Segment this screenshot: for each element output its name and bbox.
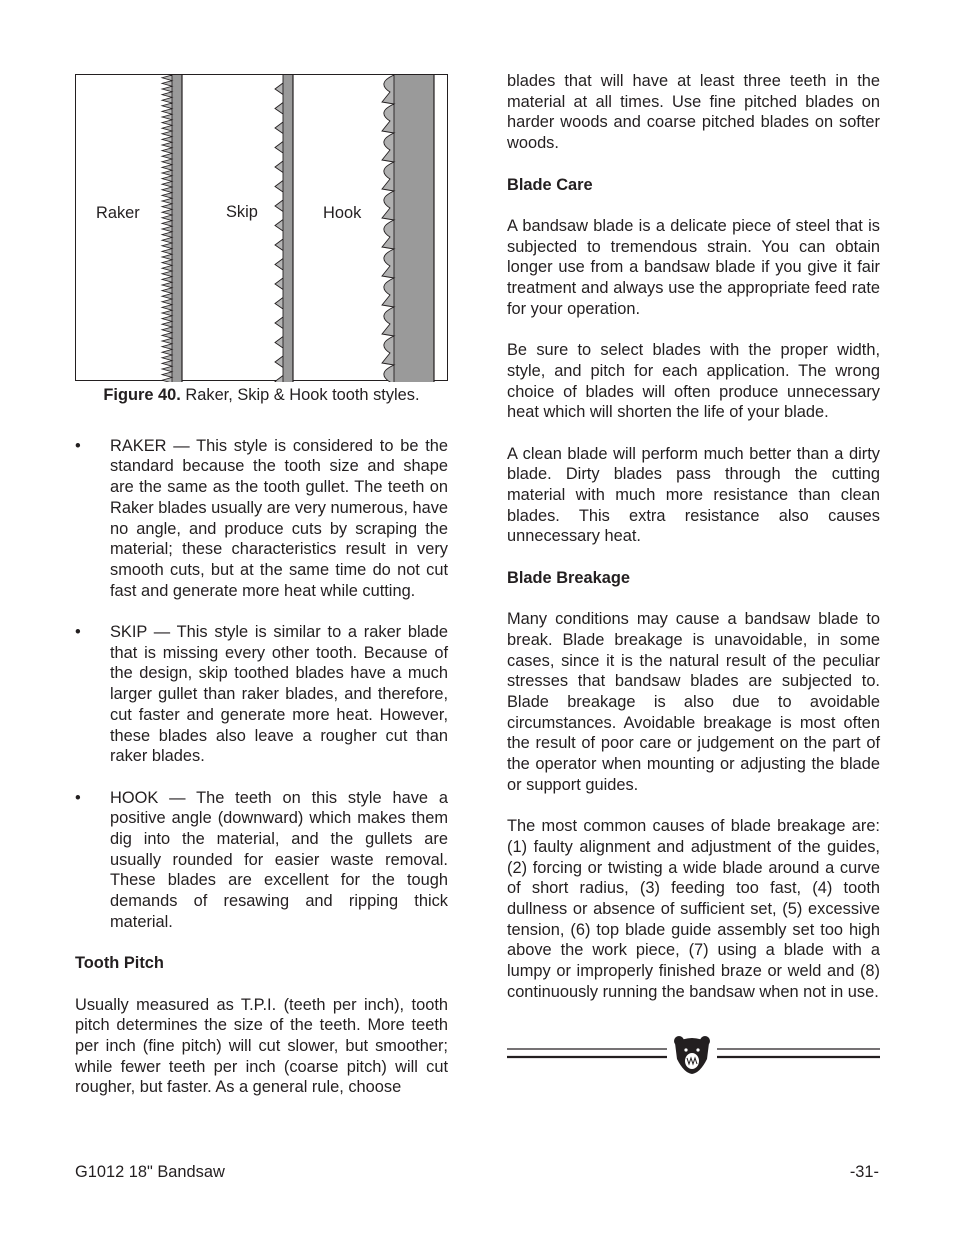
blade-breakage-paragraph-2: The most common causes of blade breakage are: (1) faulty alignment and adjustment of the guides, (2) forcing or twisting a wide blade around a curve of short radius, (3) feeding too fast, (4) tooth dullness or absence of sufficient set, (5) excessive tension, (6) top blade guide assembly set too high above the work piece, (7) using a blade with a lumpy or improperly finished braze or weld and (8) continuously running the bandsaw when not in use. bbox=[507, 817, 880, 1001]
bear-divider bbox=[507, 1033, 880, 1075]
tooth-pitch-text: Usually measured as T.P.I. (teeth per inch), tooth pitch determines the size of the teeth. More teeth per inch (fine pitch) will cut slower, but smoother; while fewer teeth per inch (coarse pitch) will cut rougher, but faster. As a general rule, choose bbox=[75, 995, 448, 1097]
raker-label: Raker bbox=[96, 204, 140, 222]
raker-blade-body bbox=[172, 75, 182, 382]
tooth-style-list bbox=[75, 436, 448, 933]
bear-logo-icon bbox=[674, 1036, 710, 1074]
tooth-pitch-continued-text: blades that will have at least three teeth in the material at all times. Use fine pitched blades on harder woods and coarse pitched blades on softer woods. bbox=[507, 72, 880, 153]
hook-label: Hook bbox=[323, 204, 362, 222]
figure-caption-number: Figure 40. bbox=[103, 386, 181, 404]
raker-bullet: • RAKER — This style is considered to be the standard because the tooth size and shape are the same as the tooth gullet. The teeth on Raker blades usually are very numerous, have no angle, and produce cuts by scraping the material; these characteristics result in very smooth cuts, but at the same time do not cut fast and generate more heat while cutting. bbox=[75, 436, 448, 602]
blade-breakage-paragraph-1: Many conditions may cause a bandsaw blade to break. Blade breakage is unavoidable, in some cases, since it is the natural result of the peculiar stresses that bandsaw blades are subjected to. Blade breakage is also due to avoidable circumstances. Avoidable breakage is most often the result of poor care or judgement on the part of the operator when mounting or adjusting the blade or support guides. bbox=[507, 610, 880, 794]
tooth-pitch-paragraph bbox=[75, 995, 448, 1099]
right-column bbox=[507, 71, 880, 1023]
blade-care-paragraph-1: A bandsaw blade is a delicate piece of steel that is subjected to tremendous strain. You can obtain longer use from a bandsaw blade if you give it fair treatment and always use the appropriate feed rate for your operation. bbox=[507, 216, 880, 318]
blade-illustration bbox=[76, 75, 449, 382]
figure-caption-text: Raker, Skip & Hook tooth styles. bbox=[185, 386, 420, 404]
left-column bbox=[75, 74, 448, 1098]
hook-blade-body bbox=[394, 75, 434, 382]
blade-care-paragraph-3: A clean blade will perform much better than a dirty blade. Dirty blades pass through the cutting material with much more resistance than clean blades. This extra resistance also causes unnecessary heat. bbox=[507, 444, 880, 546]
raker-teeth bbox=[162, 75, 172, 382]
tooth-styles-figure bbox=[75, 74, 448, 381]
skip-blade-body bbox=[283, 75, 293, 382]
page-number: -31- bbox=[849, 1163, 879, 1181]
skip-teeth bbox=[275, 75, 283, 382]
blade-care-heading: Blade Care bbox=[507, 175, 593, 194]
blade-breakage-heading: Blade Breakage bbox=[507, 568, 630, 587]
tooth-pitch-heading: Tooth Pitch bbox=[75, 954, 164, 973]
skip-bullet: • SKIP — This style is similar to a raker blade that is missing every other tooth. Because of the design, skip toothed blades have a much larger gullet than raker blades, and therefore, cut faster and generate more heat. However, these blades also leave a rougher cut than raker blades. bbox=[75, 622, 448, 767]
footer-model: G1012 18" Bandsaw bbox=[75, 1163, 225, 1181]
hook-bullet: • HOOK — The teeth on this style have a positive angle (downward) which makes them dig into the material, and the gullets are usually rounded for easier waste removal. These blades are excellent for the tough demands of resawing and ripping thick material. bbox=[75, 788, 448, 933]
hook-teeth bbox=[382, 75, 394, 382]
blade-care-paragraph-2: Be sure to select blades with the proper width, style, and pitch for each application. The wrong choice of blades will often produce unnecessary heat which will shorten the life of your blade. bbox=[507, 341, 880, 422]
figure-caption bbox=[75, 385, 448, 406]
skip-label: Skip bbox=[226, 203, 258, 221]
